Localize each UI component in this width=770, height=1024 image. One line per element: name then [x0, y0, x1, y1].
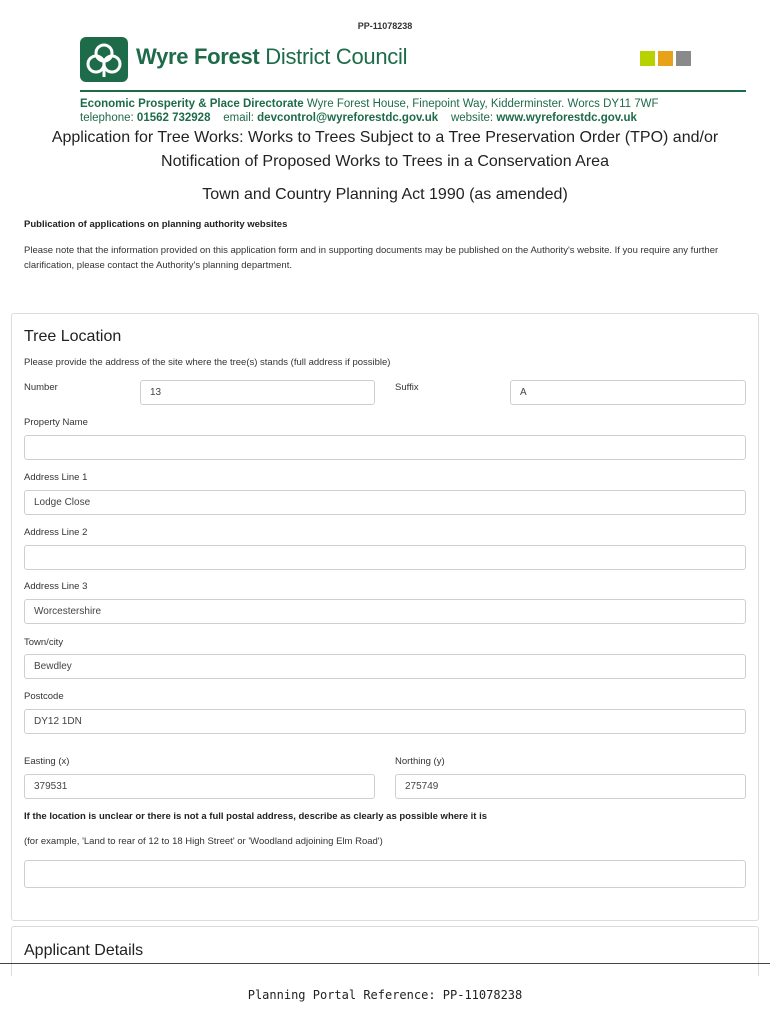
tree-location-title: Tree Location — [24, 328, 122, 345]
email-label: email: — [223, 112, 254, 124]
brand-square-grey — [676, 51, 691, 66]
council-name-rest: District Council — [265, 44, 408, 69]
applicant-details-title: Applicant Details — [24, 942, 144, 959]
footer-divider — [0, 963, 770, 964]
address-line1-field[interactable]: Lodge Close — [24, 490, 746, 515]
publication-heading: Publication of applications on planning authority websites — [24, 219, 288, 230]
footer-reference: Planning Portal Reference: PP-11078238 — [247, 988, 523, 1002]
unclear-location-label: If the location is unclear or there is not a full postal address, describe as clearly as possible where it is — [24, 811, 488, 822]
northing-field[interactable]: 275749 — [395, 774, 746, 799]
suffix-label: Suffix — [395, 382, 419, 393]
number-label: Number — [24, 382, 58, 393]
address-line3-field[interactable]: Worcestershire — [24, 599, 746, 624]
telephone-value: 01562 732928 — [136, 112, 211, 124]
directorate-name: Economic Prosperity & Place Directorate — [80, 98, 304, 110]
unclear-location-example: (for example, 'Land to rear of 12 to 18 High Street' or 'Woodland adjoining Elm Road') — [24, 836, 383, 847]
directorate-address: Wyre Forest House, Finepoint Way, Kidderminster. Worcs DY11 7WF — [306, 98, 659, 110]
address-line2-label: Address Line 2 — [24, 527, 88, 538]
suffix-field[interactable]: A — [510, 380, 746, 405]
contact-line — [80, 112, 637, 124]
brand-square-green — [640, 51, 655, 66]
form-title-line1: Application for Tree Works: Works to Trees Subject to a Tree Preservation Order (TPO) and/or — [51, 129, 719, 146]
postcode-label: Postcode — [24, 691, 64, 702]
brand-square-orange — [658, 51, 673, 66]
town-field[interactable]: Bewdley — [24, 654, 746, 679]
easting-label: Easting (x) — [24, 756, 70, 767]
number-field[interactable]: 13 — [140, 380, 375, 405]
tree-location-intro: Please provide the address of the site where the tree(s) stands (full address if possible) — [24, 357, 391, 368]
telephone-label: telephone: — [80, 112, 134, 124]
council-name-bold: Wyre Forest — [136, 44, 260, 69]
website-label: website: — [450, 112, 494, 124]
unclear-location-field[interactable] — [24, 860, 746, 888]
website-link[interactable]: www.wyreforestdc.gov.uk — [496, 112, 637, 124]
directorate-line — [80, 98, 659, 110]
form-title-line2: Notification of Proposed Works to Trees in a Conservation Area — [161, 153, 609, 170]
postcode-field[interactable]: DY12 1DN — [24, 709, 746, 734]
council-logo — [80, 37, 128, 82]
town-label: Town/city — [24, 637, 64, 648]
header-divider — [80, 90, 746, 92]
address-line2-field[interactable] — [24, 545, 746, 570]
northing-label: Northing (y) — [395, 756, 445, 767]
property-name-field[interactable] — [24, 435, 746, 460]
act-title: Town and Country Planning Act 1990 (as amended) — [202, 186, 568, 203]
tree-logo-icon — [84, 41, 124, 79]
brand-squares — [640, 51, 691, 66]
top-reference: PP-11078238 — [357, 21, 413, 31]
address-line1-label: Address Line 1 — [24, 472, 88, 483]
address-line3-label: Address Line 3 — [24, 581, 88, 592]
council-name — [136, 44, 407, 70]
publication-text: Please note that the information provided on this application form and in supporting documents may be published on the Authority's website. If you require any further clarification, please contact the Authority's planning department. — [24, 245, 719, 271]
easting-field[interactable]: 379531 — [24, 774, 375, 799]
property-name-label: Property Name — [24, 417, 88, 428]
email-link[interactable]: devcontrol@wyreforestdc.gov.uk — [257, 112, 439, 124]
